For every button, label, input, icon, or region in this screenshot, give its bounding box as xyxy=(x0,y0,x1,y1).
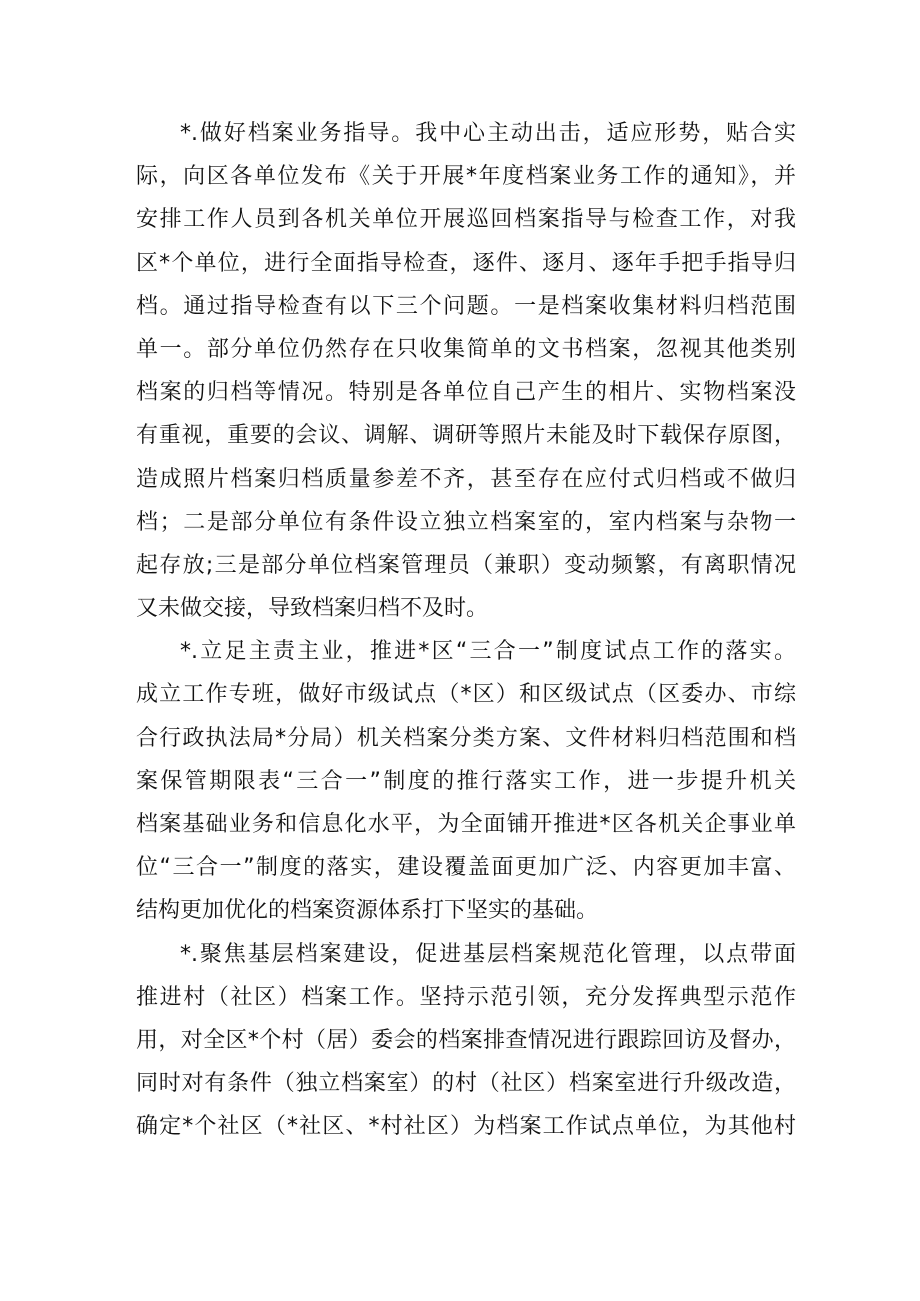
paragraph-line: 又未做交接，导致档案归档不及时。 xyxy=(136,596,489,622)
paragraph-line: 用，对全区*个村（居）委会的档案排查情况进行跟踪回访及督办， xyxy=(136,1027,796,1053)
paragraph-line: 造成照片档案归档质量参差不齐，甚至存在应付式归档或不做归 xyxy=(136,466,796,492)
paragraph-line: 档案的归档等情况。特别是各单位自己产生的相片、实物档案没 xyxy=(136,380,796,406)
paragraph-line: *.做好档案业务指导。我中心主动出击，适应形势，贴合实 xyxy=(180,121,796,146)
paragraph-line: 推进村（社区）档案工作。坚持示范引领，充分发挥典型示范作 xyxy=(136,984,796,1010)
paragraph-line: *.聚焦基层档案建设，促进基层档案规范化管理，以点带面 xyxy=(180,941,796,967)
paragraph-line: *.立足主责主业，推进*区“三合一”制度试点工作的落实。 xyxy=(180,639,796,665)
paragraph-line: 区*个单位，进行全面指导检查，逐件、逐月、逐年手把手指导归 xyxy=(136,250,796,276)
paragraph-line: 起存放;三是部分单位档案管理员（兼职）变动频繁，有离职情况 xyxy=(136,552,796,578)
paragraph-line: 档；二是部分单位有条件设立独立档案室的，室内档案与杂物一 xyxy=(136,509,796,535)
paragraph-line: 有重视，重要的会议、调解、调研等照片未能及时下载保存原图， xyxy=(136,423,796,449)
paragraph-line: 位“三合一”制度的落实，建设覆盖面更加广泛、内容更加丰富、 xyxy=(136,855,796,881)
paragraph-line: 档。通过指导检查有以下三个问题。一是档案收集材料归档范围 xyxy=(136,293,796,319)
paragraph-line: 案保管期限表“三合一”制度的推行落实工作，进一步提升机关 xyxy=(136,768,796,794)
paragraph-2 xyxy=(136,630,796,932)
paragraph-line: 档案基础业务和信息化水平，为全面铺开推进*区各机关企事业单 xyxy=(136,812,796,837)
paragraph-line: 安排工作人员到各机关单位开展巡回档案指导与检查工作，对我 xyxy=(136,207,796,233)
paragraph-1 xyxy=(136,112,796,630)
paragraph-line: 同时对有条件（独立档案室）的村（社区）档案室进行升级改造， xyxy=(136,1071,796,1097)
document-body xyxy=(136,112,796,1149)
paragraph-line: 确定*个社区（*社区、*村社区）为档案工作试点单位，为其他村 xyxy=(136,1114,796,1140)
paragraph-3 xyxy=(136,933,796,1149)
paragraph-line: 际，向区各单位发布《关于开展*年度档案业务工作的通知》，并 xyxy=(136,164,796,190)
paragraph-line: 单一。部分单位仍然存在只收集简单的文书档案，忽视其他类别 xyxy=(136,336,796,362)
paragraph-line: 成立工作专班，做好市级试点（*区）和区级试点（区委办、市综 xyxy=(136,682,796,708)
paragraph-line: 合行政执法局*分局）机关档案分类方案、文件材料归档范围和档 xyxy=(136,725,796,751)
paragraph-line: 结构更加优化的档案资源体系打下坚实的基础。 xyxy=(136,898,599,924)
